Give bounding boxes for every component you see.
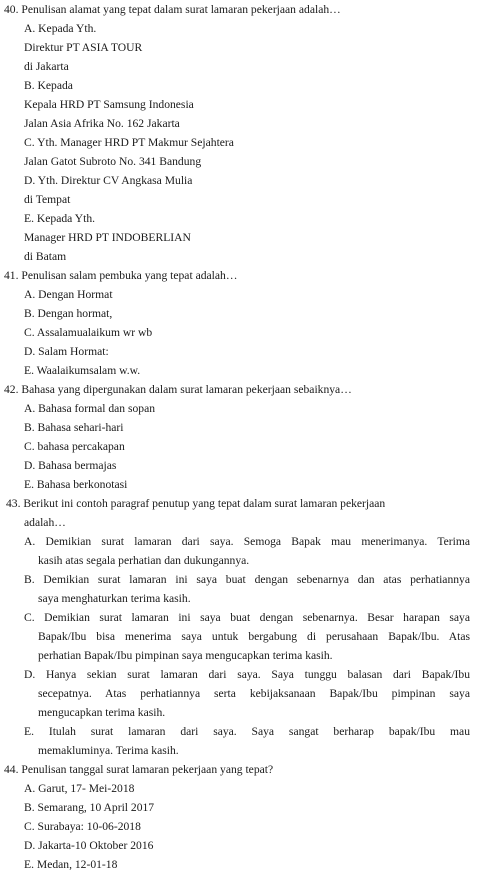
option-a: A. Bahasa formal dan sopan	[24, 402, 156, 415]
option-line: perhatian Bapak/Ibu pimpinan saya mengucapkan terima kasih.	[38, 649, 333, 662]
option-c	[0, 608, 470, 665]
options	[0, 779, 481, 874]
question-43	[0, 494, 481, 760]
option-d	[0, 665, 470, 722]
question-44	[0, 760, 481, 874]
option-b-line: Kepala HRD PT Samsung Indonesia	[24, 98, 194, 111]
option-c: C. bahasa percakapan	[24, 440, 125, 453]
options	[0, 19, 481, 266]
option-line: kasih atas segala perhatian dan dukungannya.	[38, 554, 250, 567]
option-line: memakluminya. Terima kasih.	[38, 744, 179, 757]
option-e-line: E. Kepada Yth.	[24, 212, 96, 225]
option-a: A. Garut, 17- Mei-2018	[24, 782, 135, 795]
option-line: B. Demikian surat lamaran ini saya buat dengan sebenarnya dan atas perhatiannya	[24, 573, 470, 586]
option-line: mengucapkan terima kasih.	[38, 706, 166, 719]
option-d: D. Salam Hormat:	[24, 345, 109, 358]
question-stem: 40. Penulisan alamat yang tepat dalam surat lamaran pekerjaan adalah…	[4, 3, 341, 16]
option-b: B. Semarang, 10 April 2017	[24, 801, 155, 814]
option-d: D. Bahasa bermajas	[24, 459, 117, 472]
question-stem: 42. Bahasa yang dipergunakan dalam surat lamaran pekerjaan sebaiknya…	[4, 383, 352, 396]
option-line: A. Demikian surat lamaran dari saya. Semoga Bapak mau menerimanya. Terima	[24, 535, 470, 548]
question-stem-line: adalah…	[24, 516, 66, 529]
option-d: D. Jakarta-10 Oktober 2016	[24, 839, 154, 852]
option-a	[0, 532, 470, 570]
option-b-line: B. Kepada	[24, 79, 73, 92]
option-c-line: Jalan Gatot Subroto No. 341 Bandung	[24, 155, 202, 168]
question-stem-line: 43. Berikut ini contoh paragraf penutup yang tepat dalam surat lamaran pekerjaan	[6, 497, 386, 510]
option-b: B. Bahasa sehari-hari	[24, 421, 124, 434]
option-a-line: di Jakarta	[24, 60, 69, 73]
option-c: C. Assalamualaikum wr wb	[24, 326, 153, 339]
option-b-line: Jalan Asia Afrika No. 162 Jakarta	[24, 117, 180, 130]
option-c-line: C. Yth. Manager HRD PT Makmur Sejahtera	[24, 136, 234, 149]
option-e-line: Manager HRD PT INDOBERLIAN	[24, 231, 191, 244]
option-line: saya menghaturkan terima kasih.	[38, 592, 191, 605]
question-stem: 44. Penulisan tanggal surat lamaran pekerjaan yang tepat?	[4, 763, 274, 776]
option-e	[0, 722, 470, 760]
question-40	[0, 0, 481, 266]
option-a: A. Dengan Hormat	[24, 288, 113, 301]
option-e: E. Medan, 12-01-18	[24, 858, 118, 871]
option-b: B. Dengan hormat,	[24, 307, 113, 320]
question-42	[0, 380, 481, 494]
option-a-line: Direktur PT ASIA TOUR	[24, 41, 143, 54]
question-stem	[0, 494, 481, 532]
option-e-line: di Batam	[24, 250, 67, 263]
option-e: E. Waalaikumsalam w.w.	[24, 364, 141, 377]
option-line: E. Itulah surat lamaran dari saya. Saya sangat berharap bapak/Ibu mau	[24, 725, 470, 738]
option-line: Bapak/Ibu bisa menerima saya untuk bergabung di perusahaan Bapak/Ibu. Atas	[38, 630, 470, 643]
option-line: D. Hanya sekian surat lamaran dari saya. Saya tunggu balasan dari Bapak/Ibu	[24, 668, 470, 681]
option-line: C. Demikian surat lamaran ini saya buat dengan sebenarnya. Besar harapan saya	[24, 611, 470, 624]
option-d-line: di Tempat	[24, 193, 71, 206]
option-b	[0, 570, 470, 608]
question-stem: 41. Penulisan salam pembuka yang tepat adalah…	[4, 269, 238, 282]
option-a-line: A. Kepada Yth.	[24, 22, 97, 35]
option-e: E. Bahasa berkonotasi	[24, 478, 128, 491]
option-line: secepatnya. Atas perhatiannya serta kebijaksanaan Bapak/Ibu pimpinan saya	[38, 687, 470, 700]
question-41	[0, 266, 481, 380]
option-c: C. Surabaya: 10-06-2018	[24, 820, 141, 833]
options	[0, 399, 481, 494]
option-d-line: D. Yth. Direktur CV Angkasa Mulia	[24, 174, 193, 187]
options	[0, 285, 481, 380]
